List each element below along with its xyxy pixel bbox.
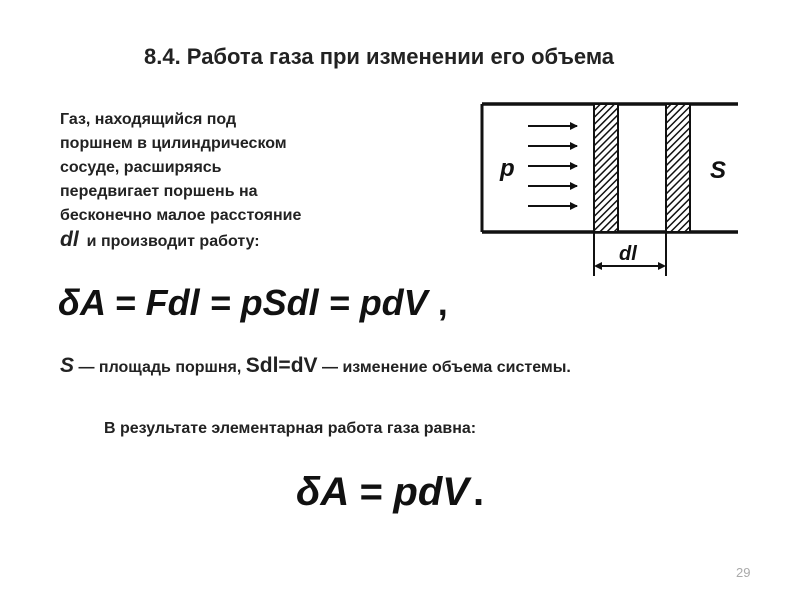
elementary-work-expression: δA = pdV	[296, 470, 469, 514]
area-label: S	[710, 157, 727, 184]
s-definition: — площадь поршня,	[74, 359, 246, 376]
intro-line-last	[60, 228, 380, 254]
intro-paragraph	[60, 108, 380, 254]
intro-line: бесконечно малое расстояние	[60, 207, 302, 224]
elementary-work-formula	[296, 470, 484, 515]
page-number: 29	[736, 565, 751, 580]
piston-displaced	[666, 104, 690, 232]
result-text: В результате элементарная работа газа равна:	[104, 420, 477, 437]
sdl-symbol: Sdl=dV	[245, 354, 318, 377]
dl-symbol: dl	[60, 228, 79, 251]
pressure-label: p	[500, 155, 515, 182]
intro-line: передвигает поршень на	[60, 183, 258, 200]
intro-tail: и производит работу:	[86, 233, 260, 250]
intro-line: Газ, находящийся под	[60, 111, 237, 128]
piston-initial	[594, 104, 618, 232]
work-formula	[58, 282, 448, 324]
pressure-arrows	[528, 126, 577, 206]
slide-title: 8.4. Работа газа при изменении его объема	[144, 44, 615, 69]
work-formula-expression: δA = Fdl = pSdl = pdV	[58, 282, 428, 323]
displacement-label: dl	[619, 243, 637, 265]
formula-period: .	[472, 470, 485, 514]
intro-line: поршнем в цилиндрическом	[60, 135, 287, 152]
intro-line: сосуде, расширяясь	[60, 159, 222, 176]
definition-line	[60, 354, 571, 378]
sdl-definition: — изменение объема системы.	[317, 359, 571, 376]
s-symbol: S	[60, 354, 75, 377]
piston-cylinder-diagram	[470, 92, 750, 282]
formula-comma: ,	[437, 282, 448, 323]
